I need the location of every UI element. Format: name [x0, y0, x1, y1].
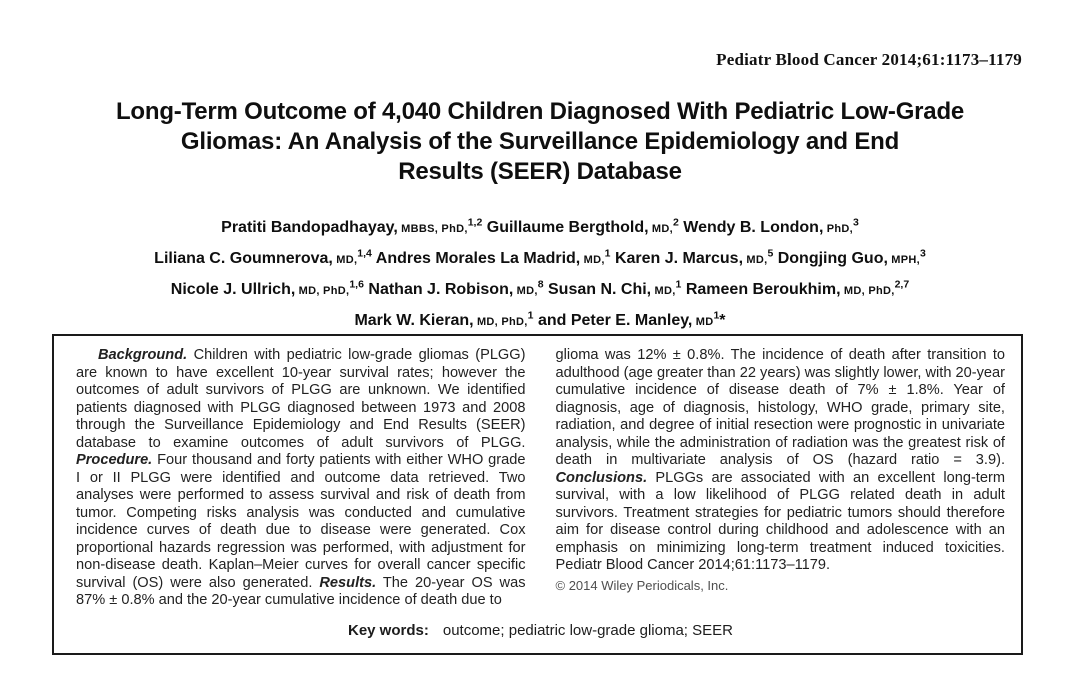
- text-segment: 1: [713, 309, 720, 322]
- text-segment: The 20-year OS was 87% ± 0.8% and the 20-year cumulative incidence of death due to: [76, 574, 526, 608]
- abstract-columns: [76, 347, 1005, 610]
- text-segment: MD,: [648, 223, 673, 235]
- text-segment: 1,4: [357, 247, 372, 260]
- text-segment: 2: [672, 216, 679, 229]
- text-segment: MD, PhD,: [295, 285, 350, 297]
- text-segment: MD, PhD,: [473, 316, 528, 328]
- text-segment: Nathan J. Robison,: [363, 281, 514, 298]
- text-segment: glioma was 12% ± 0.8%. The incidence of death after transition to adulthood (age greater than 22 years) was slightly lower, with 20-year cumulative incidence of disease death of 7% ± 1.8%. Year of diagnosis, age of diagnosis, histology, WHO grade, primary site, radiation, and degree of initial resection were prognostic in univariate analysis, while the administration of radiation was the greatest risk of death in multivariate analysis of OS (hazard ratio = 3.9).: [555, 347, 1005, 468]
- text-segment: MD: [692, 316, 714, 328]
- keywords-label: Key words:: [348, 621, 429, 639]
- author-line: [0, 275, 1080, 306]
- text-segment: Mark W. Kieran,: [354, 312, 474, 329]
- text-segment: Conclusions.: [555, 469, 648, 486]
- text-segment: 2,7: [894, 278, 910, 291]
- text-segment: Liliana C. Goumnerova,: [154, 250, 333, 267]
- journal-citation: Pediatr Blood Cancer 2014;61:1173–1179: [716, 50, 1022, 69]
- author-line: [0, 244, 1080, 275]
- text-segment: and Peter E. Manley,: [533, 312, 693, 329]
- abstract-box: [52, 334, 1023, 655]
- text-segment: 1: [675, 278, 682, 291]
- text-segment: © 2014 Wiley Periodicals, Inc.: [555, 577, 729, 593]
- page-title-line: Results (SEER) Database: [398, 158, 682, 185]
- abstract-right-column: [556, 347, 1006, 610]
- text-segment: MD,: [513, 285, 538, 297]
- text-segment: 8: [537, 278, 544, 291]
- text-segment: MD,: [743, 254, 768, 266]
- text-segment: Karen J. Marcus,: [610, 250, 744, 267]
- page-title: [0, 97, 1080, 187]
- text-segment: PLGGs are associated with an excellent long-term survival, with a low likelihood of PLGG related death in adult survivors. Treatment strategies for pediatric tumors should therefore aim for disease control during childhood and adolescence with an emphasis on minimizing long-term treatment induced toxicities. Pediatr Blood Cancer 2014;61:1173–1179.: [555, 469, 1005, 573]
- text-segment: MD,: [651, 285, 676, 297]
- text-segment: Nicole J. Ullrich,: [170, 281, 296, 298]
- author-line: [0, 213, 1080, 244]
- text-segment: MBBS, PhD,: [397, 223, 468, 235]
- text-segment: MD, PhD,: [840, 285, 895, 297]
- text-segment: Children with pediatric low-grade gliomas (PLGG) are known to have excellent 10-year survival rates; however the outcomes of adult survivors of PLGG are unknown. We identified patients diagnosed with PLGG diagnosed between 1973 and 2008 through the Surveillance Epidemiology and End Results (SEER) database to examine outcomes of adult survivors of PLGG.: [76, 347, 526, 451]
- text-segment: 1,6: [349, 278, 364, 291]
- text-segment: Four thousand and forty patients with either WHO grade I or II PLGG were identified and outcome data retrieved. Two analyses were performed to assess survival and risk of death from tumor. Competing risks analysis was conducted and cumulative incidence curves of death due to disease were generated. Cox proportional hazards regression was performed, with adjustment for non-disease death. Kaplan–Meier curves for overall cancer specific survival (OS) were also generated.: [76, 452, 526, 591]
- text-segment: 1: [604, 247, 611, 260]
- text-segment: PhD,: [823, 223, 854, 235]
- text-segment: Dongjing Guo,: [773, 250, 888, 267]
- author-line: [0, 306, 1080, 337]
- text-segment: 3: [919, 247, 926, 260]
- text-segment: 5: [767, 247, 774, 260]
- text-segment: 1: [527, 309, 534, 322]
- text-segment: MD,: [332, 254, 358, 266]
- text-segment: Procedure.: [76, 452, 153, 468]
- text-segment: Results.: [319, 574, 377, 591]
- text-segment: Wendy B. London,: [678, 219, 824, 236]
- text-segment: Susan N. Chi,: [543, 281, 652, 298]
- page-title-line: Long-Term Outcome of 4,040 Children Diagnosed With Pediatric Low-Grade: [115, 98, 965, 125]
- text-segment: 3: [853, 216, 859, 229]
- text-segment: Andres Morales La Madrid,: [371, 250, 581, 267]
- abstract-left-column: [76, 347, 526, 610]
- text-segment: MD,: [580, 254, 605, 266]
- text-segment: 1,2: [467, 216, 483, 229]
- author-list: [0, 213, 1080, 337]
- text-segment: Background.: [98, 347, 188, 363]
- text-segment: MPH,: [887, 254, 920, 266]
- keywords-text: outcome; pediatric low-grade glioma; SEER: [442, 621, 733, 639]
- keywords-line: [76, 622, 1005, 639]
- text-segment: Guillaume Bergthold,: [482, 219, 649, 236]
- text-segment: *: [719, 312, 726, 329]
- page-title-line: Gliomas: An Analysis of the Surveillance Epidemiology and End: [180, 128, 900, 155]
- text-segment: Pratiti Bandopadhayay,: [221, 219, 398, 236]
- text-segment: Rameen Beroukhim,: [681, 281, 841, 298]
